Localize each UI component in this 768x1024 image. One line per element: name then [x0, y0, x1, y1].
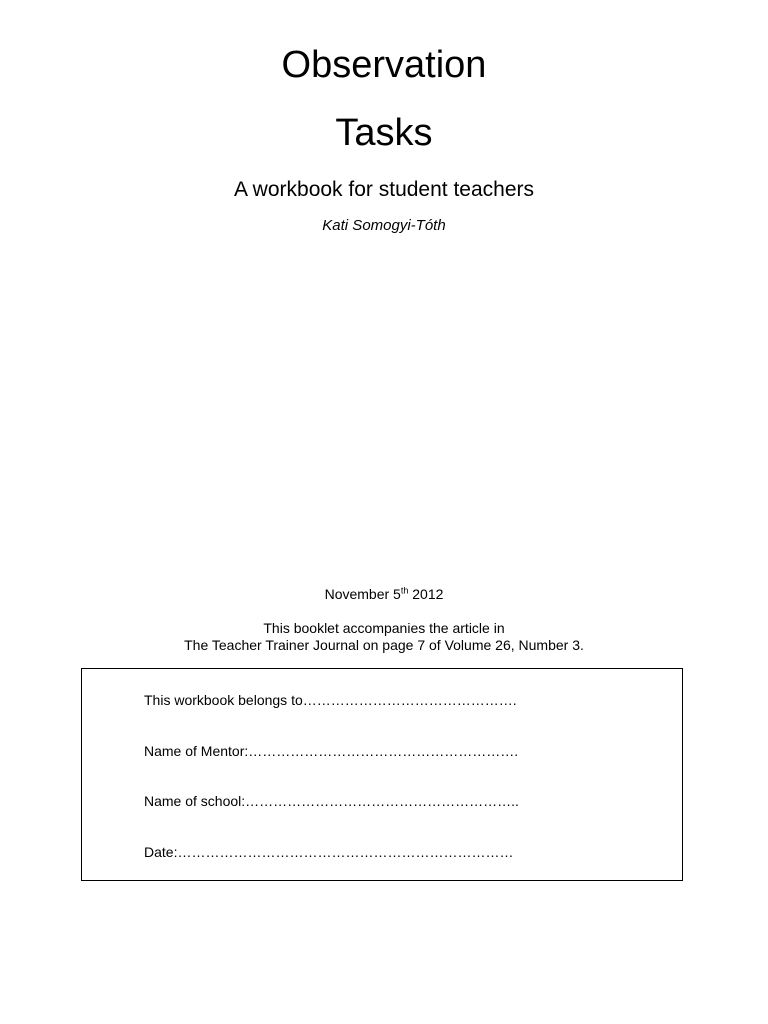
booklet-note-line2: The Teacher Trainer Journal on page 7 of Volume 26, Number 3.: [184, 637, 584, 653]
title-tasks: Tasks: [335, 112, 433, 154]
publication-date: [0, 584, 768, 604]
workbook-owner-field[interactable]: This workbook belongs to……………………………………….: [144, 692, 517, 708]
date-ordinal-suffix: th: [400, 585, 409, 596]
author-name: Kati Somogyi-Tóth: [322, 217, 446, 234]
subtitle: A workbook for student teachers: [234, 178, 534, 201]
title-observation: Observation: [281, 44, 487, 86]
ownership-form-box: [81, 668, 683, 881]
date-month-day: November 5: [324, 586, 401, 602]
date-year: 2012: [408, 586, 444, 602]
mentor-name-field[interactable]: Name of Mentor:………………………………………………….: [144, 743, 519, 759]
school-name-field[interactable]: Name of school:…………………………………………………..: [144, 793, 519, 809]
date-field[interactable]: Date:………………………………………………………………: [144, 844, 514, 860]
booklet-note-line1: This booklet accompanies the article in: [263, 620, 505, 636]
